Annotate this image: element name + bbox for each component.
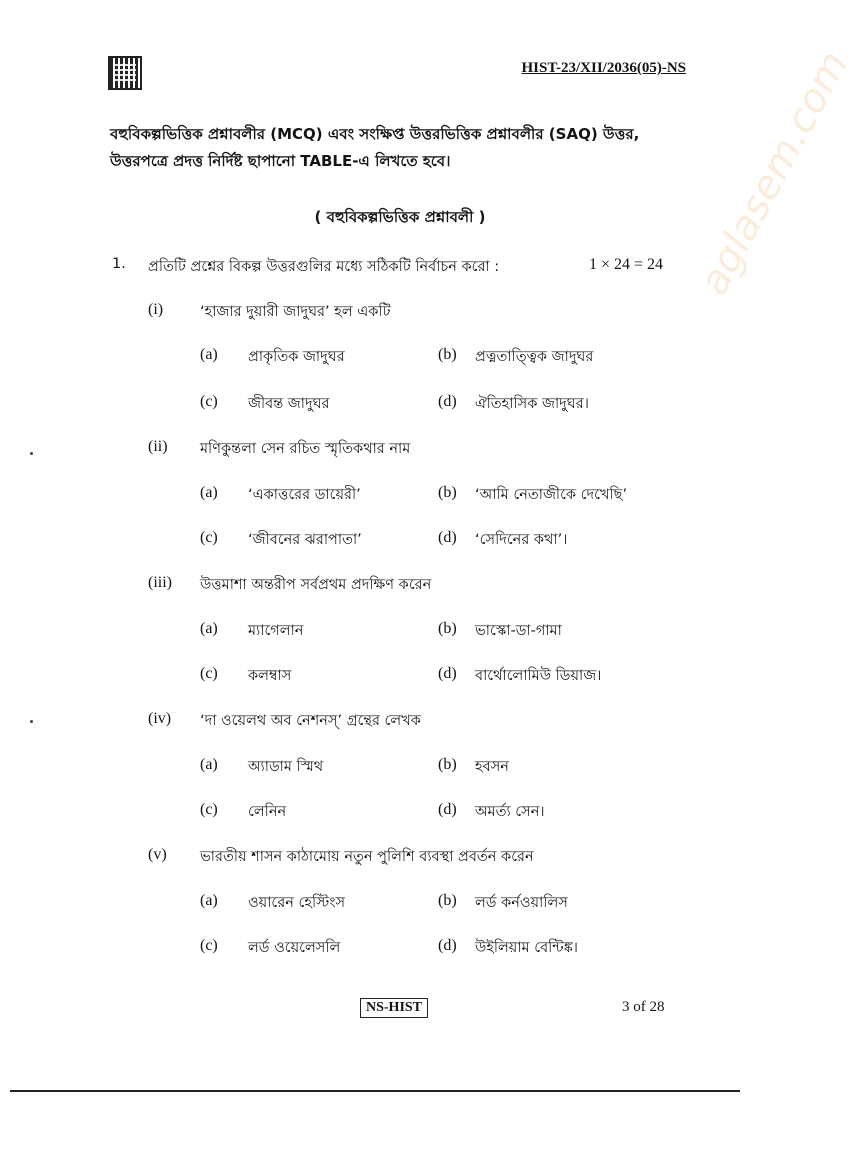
scan-speck	[30, 452, 33, 455]
option-label: (b)	[438, 892, 457, 909]
option-text: ‘একাত্তরের ডায়েরী’	[248, 487, 361, 503]
page-bottom-rule	[10, 1090, 740, 1092]
section-title: ( বহুবিকল্পভিত্তিক প্রশ্নাবলী )	[314, 208, 486, 226]
option-label: (a)	[200, 892, 218, 909]
option-label: (c)	[200, 665, 218, 682]
subquestion-number: (iii)	[148, 574, 172, 591]
option-text: উইলিয়াম বেন্টিঙ্ক।	[475, 940, 578, 956]
subquestion-number: (ii)	[148, 438, 168, 455]
instructions	[110, 121, 690, 175]
option-label: (d)	[438, 393, 457, 410]
option-label: (a)	[200, 484, 218, 501]
option-label: (a)	[200, 620, 218, 637]
qr-code-icon	[110, 58, 140, 88]
option-label: (c)	[200, 529, 218, 546]
option-text: ‘জীবনের ঝরাপাতা’	[248, 532, 362, 548]
option-label: (d)	[438, 665, 457, 682]
subquestion-number: (v)	[148, 846, 167, 863]
subquestion-number: (i)	[148, 301, 164, 318]
watermark: aglasem.com	[690, 43, 857, 303]
option-label: (c)	[200, 937, 218, 954]
question-marks: 1 × 24 = 24	[589, 256, 664, 273]
option-text: ঐতিহাসিক জাদুঘর।	[475, 396, 589, 412]
paper-code: HIST-23/XII/2036(05)-NS	[521, 60, 686, 76]
option-text: কলম্বাস	[248, 668, 292, 684]
option-label: (c)	[200, 801, 218, 818]
option-label: (c)	[200, 393, 218, 410]
option-text: বার্থোলোমিউ ডিয়াজ।	[475, 668, 602, 684]
subquestion-stem: মণিকুন্তলা সেন রচিত স্মৃতিকথার নাম	[200, 441, 411, 457]
option-label: (a)	[200, 346, 218, 363]
subquestion-number: (iv)	[148, 710, 172, 727]
subquestion-stem: উত্তমাশা অন্তরীপ সর্বপ্রথম প্রদক্ষিণ করেন	[200, 577, 432, 593]
option-text: ‘আমি নেতাজীকে দেখেছি’	[475, 487, 628, 503]
subquestion-stem: ‘দা ওয়েলথ অব নেশনস্’ গ্রন্থের লেখক	[200, 713, 421, 729]
option-text: ম্যাগেলান	[248, 623, 304, 639]
instructions-line-1: বহুবিকল্পভিত্তিক প্রশ্নাবলীর (MCQ) এবং সংক্ষিপ্ত উত্তরভিত্তিক প্রশ্নাবলীর (SAQ) উত্তর,	[110, 125, 640, 143]
option-text: লর্ড কর্নওয়ালিস	[475, 895, 568, 911]
option-text: লর্ড ওয়েলেসলি	[248, 940, 341, 956]
question-number: 1.	[112, 256, 126, 272]
option-label: (d)	[438, 937, 457, 954]
subquestion-stem: ভারতীয় শাসন কাঠামোয় নতুন পুলিশি ব্যবস্থা প্রবর্তন করেন	[200, 849, 534, 865]
option-text: ওয়ারেন হেস্টিংস	[248, 895, 346, 911]
option-label: (b)	[438, 346, 457, 363]
page-number: 3 of 28	[622, 999, 665, 1015]
option-label: (d)	[438, 801, 457, 818]
option-text: প্রত্নতাত্ত্বিক জাদুঘর	[475, 349, 594, 365]
option-label: (b)	[438, 484, 457, 501]
option-text: ‘সেদিনের কথা’।	[475, 532, 568, 548]
subquestion-stem: ‘হাজার দুয়ারী জাদুঘর’ হল একটি	[200, 304, 391, 320]
option-text: প্রাকৃতিক জাদুঘর	[248, 349, 345, 365]
option-text: হবসন	[475, 759, 509, 775]
option-label: (b)	[438, 756, 457, 773]
option-text: ভাস্কো-ডা-গামা	[475, 623, 562, 639]
scan-speck	[30, 720, 33, 723]
instructions-line-2: উত্তরপত্রে প্রদত্ত নির্দিষ্ট ছাপানো TABLE-এ লিখতে হবে।	[110, 152, 451, 170]
option-text: জীবন্ত জাদুঘর	[248, 396, 330, 412]
option-label: (d)	[438, 529, 457, 546]
option-label: (a)	[200, 756, 218, 773]
option-label: (b)	[438, 620, 457, 637]
footer-subject-code: NS-HIST	[360, 998, 428, 1018]
option-text: অমর্ত্য সেন।	[475, 804, 545, 820]
question-text: প্রতিটি প্রশ্নের বিকল্প উত্তরগুলির মধ্যে সঠিকটি নির্বাচন করো :	[148, 259, 500, 275]
option-text: লেনিন	[248, 804, 287, 820]
option-text: অ্যাডাম স্মিথ	[248, 759, 324, 775]
